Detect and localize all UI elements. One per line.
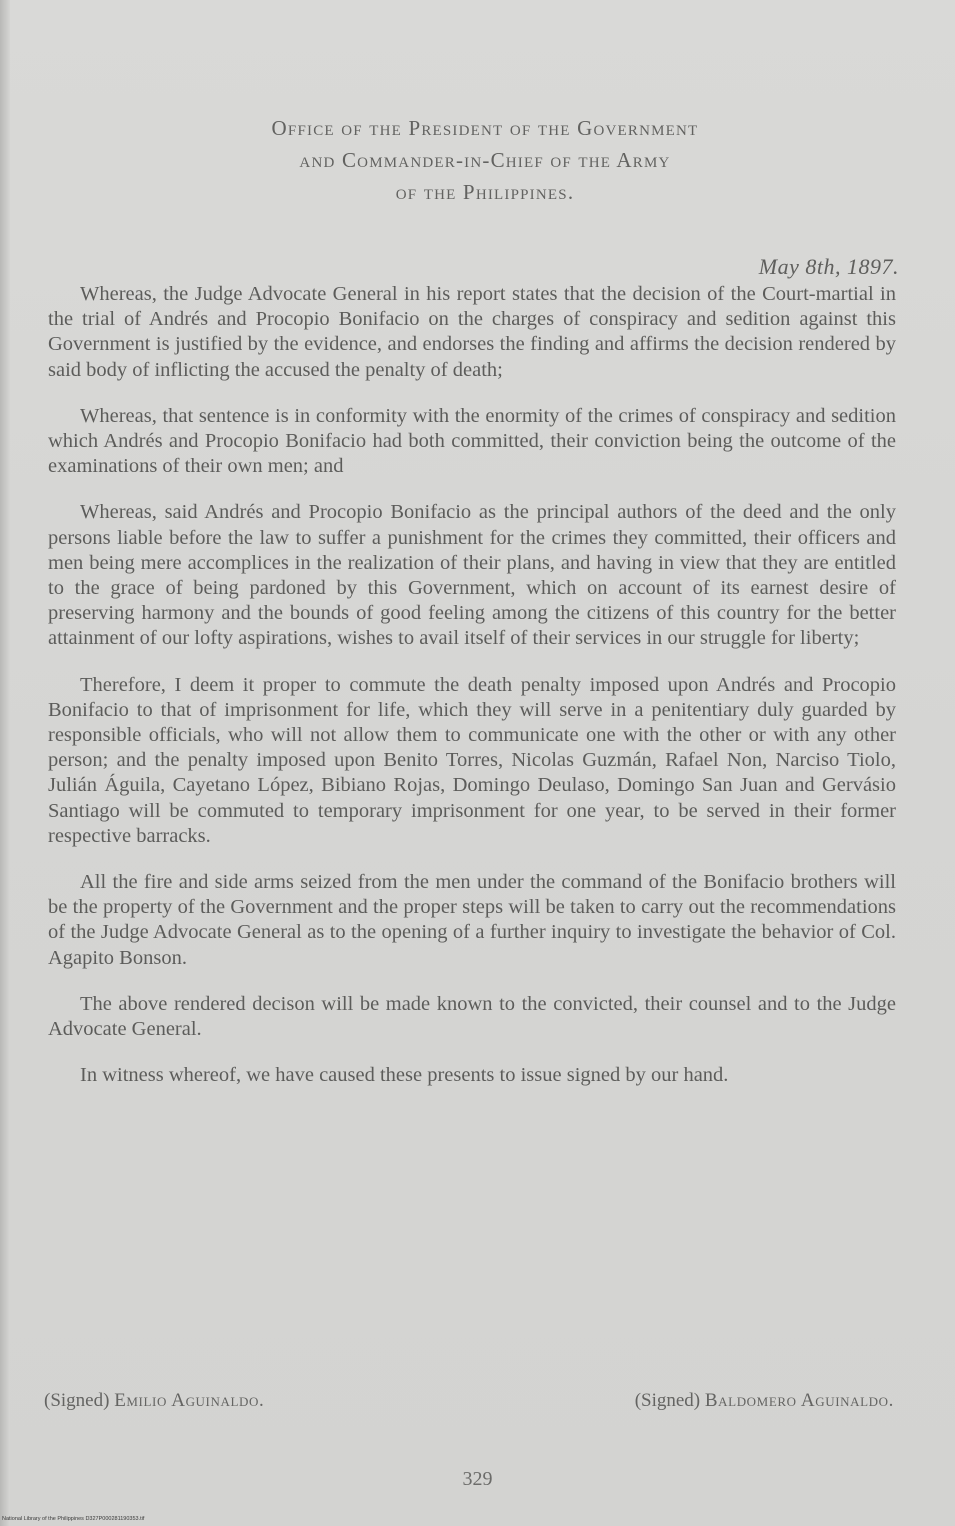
heading-line-2: and Commander-in-Chief of the Army bbox=[299, 148, 671, 172]
signature-left-name: Emilio Aguinaldo. bbox=[114, 1390, 265, 1411]
paragraph-whereas-3: Whereas, said Andrés and Procopio Bonifacio as the principal authors of the deed and the only persons liable before the law to suffer a punishment for the crimes they committed, their officers and men being mere accomplices in the realization of their plans, and having in view that they are entitled to the grace of being pardoned by this Government, which on account of its earnest desire of preserving harmony and the bounds of good feeling among the citizens of this country for the better attainment of our lofty aspirations, wishes to avail itself of their services in our struggle for liberty; bbox=[48, 501, 896, 650]
page-number: 329 bbox=[462, 1468, 493, 1490]
page-edge-shadow bbox=[0, 0, 10, 1526]
paragraph-whereas-1: Whereas, the Judge Advocate General in his report states that the decision of the Court-martial in the trial of Andrés and Procopio Bonifacio on the charges of conspiracy and sedition against this Government is justified by the evidence, and endorses the finding and affirms the decision rendered by said body of inflicting the accused the penalty of death; bbox=[48, 283, 896, 381]
signature-right bbox=[635, 1390, 894, 1412]
signature-left-prefix: (Signed) bbox=[44, 1390, 110, 1411]
archive-caption: National Library of the Philippines D327P000281190353.tif bbox=[2, 1516, 145, 1522]
document-date: May 8th, 1897. bbox=[758, 254, 899, 279]
paragraph-therefore: Therefore, I deem it proper to commute the death penalty imposed upon Andrés and Procopio Bonifacio to that of imprisonment for life, which they will serve in a penitentiary duly guarded by responsible officials, who will not allow them to communicate one with the other or with any other person; and the penalty imposed upon Benito Torres, Nicolas Guzmán, Rafael Non, Narciso Tiolo, Julián Águila, Cayetano López, Bibiano Rojas, Domingo Deulaso, Domingo San Juan and Gervásio Santiago will be commuted to temporary imprisonment for one year, to be served in their former respective barracks. bbox=[48, 673, 896, 847]
paragraph-arms: All the fire and side arms seized from the men under the command of the Bonifacio brothers will be the property of the Government and the proper steps will be taken to carry out the recommendations of the Judge Advocate General as to the opening of a further inquiry to investigate the behavior of Col. Agapito Bonson. bbox=[48, 871, 896, 969]
signature-left bbox=[44, 1390, 264, 1412]
heading-line-1: Office of the President of the Government bbox=[271, 116, 699, 140]
paragraph-whereas-2: Whereas, that sentence is in conformity with the enormity of the crimes of conspiracy and sedition which Andrés and Procopio Bonifacio had both committed, their conviction being the outcome of the examinations of their own men; and bbox=[48, 404, 896, 478]
signature-row bbox=[44, 1390, 894, 1420]
signature-right-prefix: (Signed) bbox=[634, 1390, 701, 1411]
signature-right-name: Baldomero Aguinaldo. bbox=[704, 1390, 894, 1411]
document-heading bbox=[140, 112, 830, 208]
heading-line-3: of the Philippines. bbox=[395, 180, 575, 204]
paragraph-decision-notice: The above rendered decison will be made known to the convicted, their counsel and to the Judge Advocate General. bbox=[48, 992, 896, 1041]
paragraph-witness: In witness whereof, we have caused these presents to issue signed by our hand. bbox=[80, 1064, 729, 1087]
document-body bbox=[48, 282, 896, 1109]
